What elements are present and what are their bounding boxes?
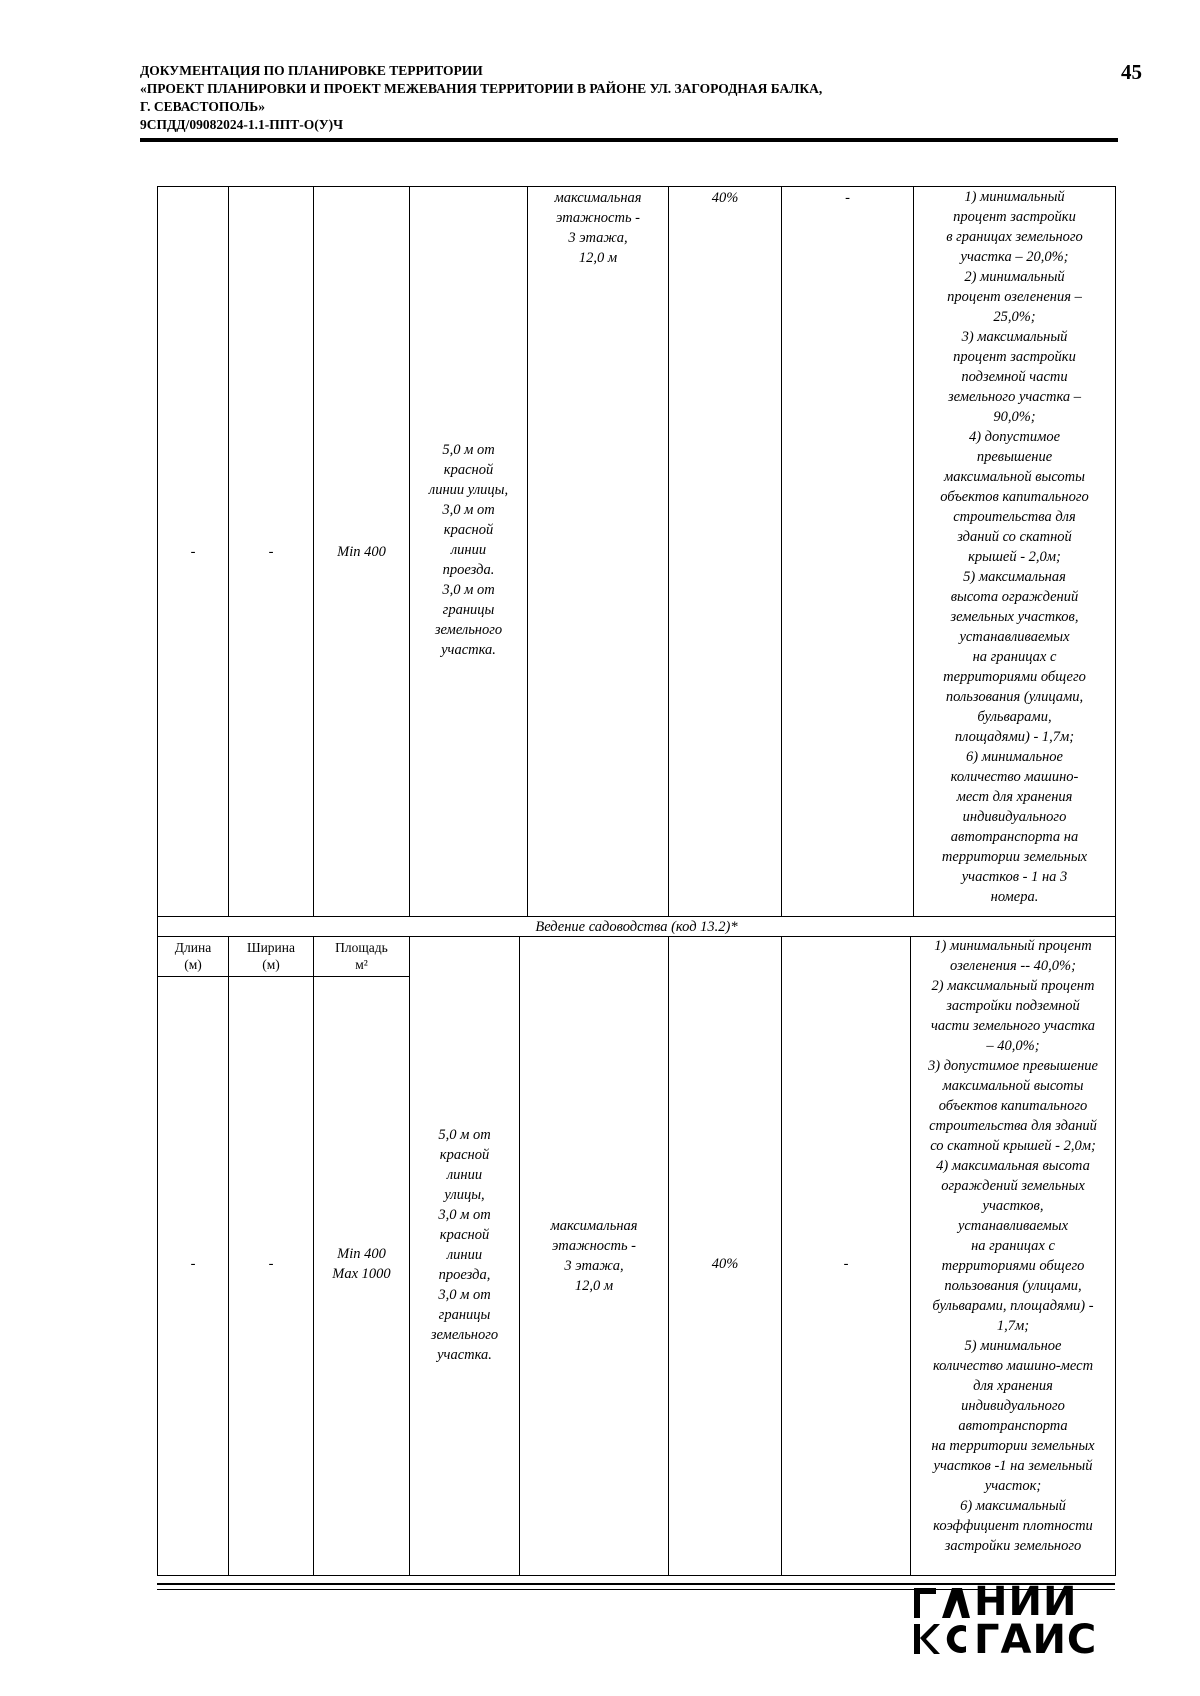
logo-text-gais: ГАИС [974,1617,1098,1663]
logo-mark-icon [912,1586,970,1658]
grid-line [157,1575,1116,1576]
table2-coverage: 40% [711,1256,739,1272]
table2-length: - [190,1256,196,1272]
grid-line [668,186,669,916]
grid-line [157,186,158,1576]
table2-setbacks: 5,0 м от красной линии улицы, 3,0 м от красной линии проезда, 3,0 м от границы земельного участка. [430,1127,499,1363]
logo-text-nii: НИИ [974,1579,1078,1625]
document-header [140,62,1100,134]
table2-header-area: Площадь м² [335,940,388,972]
grid-line [781,186,782,916]
table1-width: - [268,544,274,560]
grid-line [1115,186,1116,1576]
table1-floors: максимальная этажность - 3 этажа, 12,0 м [554,190,642,266]
header-line-3: Г. СЕВАСТОПОЛЬ» [140,99,265,114]
table2-floors: максимальная этажность - 3 этажа, 12,0 м [550,1218,638,1294]
header-doc-code: 9СПДД/09082024-1.1-ППТ-О(У)Ч [140,117,344,132]
page-number: 45 [1121,60,1142,84]
table1-coverage: 40% [711,190,739,206]
header-line-2: «ПРОЕКТ ПЛАНИРОВКИ И ПРОЕКТ МЕЖЕВАНИЯ ТЕРРИТОРИИ В РАЙОНЕ УЛ. ЗАГОРОДНАЯ БАЛКА, [140,81,823,96]
table1-length: - [190,544,196,560]
table2-other: - [843,1256,849,1272]
section-title: Ведение садоводства (код 13.2)* [535,919,738,935]
table2-notes: 1) минимальный процент озеленения -- 40,0%; 2) максимальный процент застройки подземной части земельного участка – 40,0%; 3) допустимое превышение максимальной высоты объектов капитального строительства для зданий со скатной крышей - 2,0м; 4) максимальная высота ограждений земельных участков, устанавливаемых на границах с территориями общего пользования (улицами, бульварами, площадями) - 1,7м; 5) минимальное количество машино-мест для хранения индивидуального автотранспорта на территории земельных участков -1 на земельный участок; 6) максимальный коэффициент плотности застройки земельного [927,938,1098,1554]
table1-area: Min 400 [337,544,386,560]
grid-line [157,976,409,977]
table2-header-width: Ширина (м) [246,940,296,972]
table2-header-length: Длина (м) [174,940,212,972]
grid-line [527,186,528,916]
table2-width: - [268,1256,274,1272]
table1-other: - [845,190,850,206]
table1-setbacks: 5,0 м от красной линии улицы, 3,0 м от красной линии проезда. 3,0 м от границы земельного участка. [428,442,509,658]
header-line-1: ДОКУМЕНТАЦИЯ ПО ПЛАНИРОВКЕ ТЕРРИТОРИИ [140,63,483,78]
header-rule [140,138,1118,142]
company-logo [912,1579,1098,1663]
table1-notes: 1) минимальный процент застройки в границах земельного участка – 20,0%; 2) минимальный процент озеленения – 25,0%; 3) максимальный процент застройки подземной части земельного участка – 90,0%; 4) допустимое превышение максимальной высоты объектов капитального строительства для зданий со скатной крышей - 2,0м; 5) максимальная высота ограждений земельных участков, устанавливаемых на границах с территориями общего пользования (улицами, бульварами, площадями) - 1,7м; 6) минимальное количество машино- мест для хранения индивидуального автотранспорта на территории земельных участков - 1 на 3 номера. [940,189,1089,905]
footer-rule-thick [157,1583,1115,1585]
table2-area: Min 400 Max 1000 [332,1246,391,1282]
